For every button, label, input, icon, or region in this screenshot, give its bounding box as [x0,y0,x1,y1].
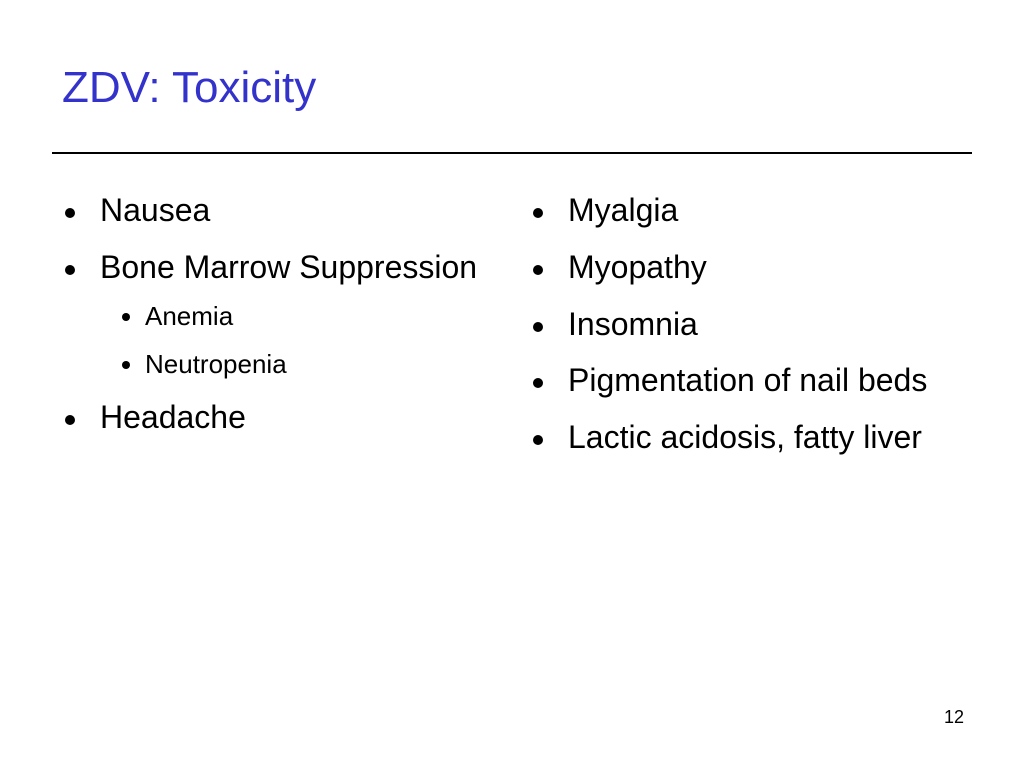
bullet-text: Lactic acidosis, fatty liver [568,419,922,455]
bullet-text: Pigmentation of nail beds [568,362,928,399]
bullet-text: Myopathy [568,248,707,285]
bullet-dot-icon [533,265,543,275]
right-bullet-list [530,192,960,476]
page-number: 12 [943,707,964,727]
sub-bullet-dot-icon [122,313,130,321]
bullet-item [62,192,482,230]
bullet-item [62,399,482,437]
bullet-item [530,306,960,344]
bullet-dot-icon [65,265,75,275]
slide-title: ZDV: Toxicity [62,63,317,112]
sub-bullet-item [100,349,482,380]
bullet-item [530,362,960,400]
bullet-text: Myalgia [568,192,679,228]
bullet-dot-icon [533,208,543,218]
bullet-item [530,419,960,457]
sub-bullet-text: Anemia [145,300,234,331]
bullet-item [62,249,482,380]
bullet-text: Nausea [100,192,211,228]
left-bullet-list [62,192,482,456]
bullet-text: Insomnia [568,305,698,342]
sub-bullet-list [100,301,482,380]
bullet-dot-icon [65,208,75,218]
bullet-item [530,249,960,287]
bullet-dot-icon [533,322,543,332]
sub-bullet-dot-icon [122,361,130,369]
title-divider [52,152,972,154]
bullet-text: Bone Marrow Suppression [100,248,478,285]
sub-bullet-text: Neutropenia [145,348,287,379]
sub-bullet-item [100,301,482,332]
bullet-text: Headache [100,398,246,435]
bullet-dot-icon [533,435,543,445]
bullet-dot-icon [65,415,75,425]
bullet-dot-icon [533,378,543,388]
bullet-item [530,192,960,230]
